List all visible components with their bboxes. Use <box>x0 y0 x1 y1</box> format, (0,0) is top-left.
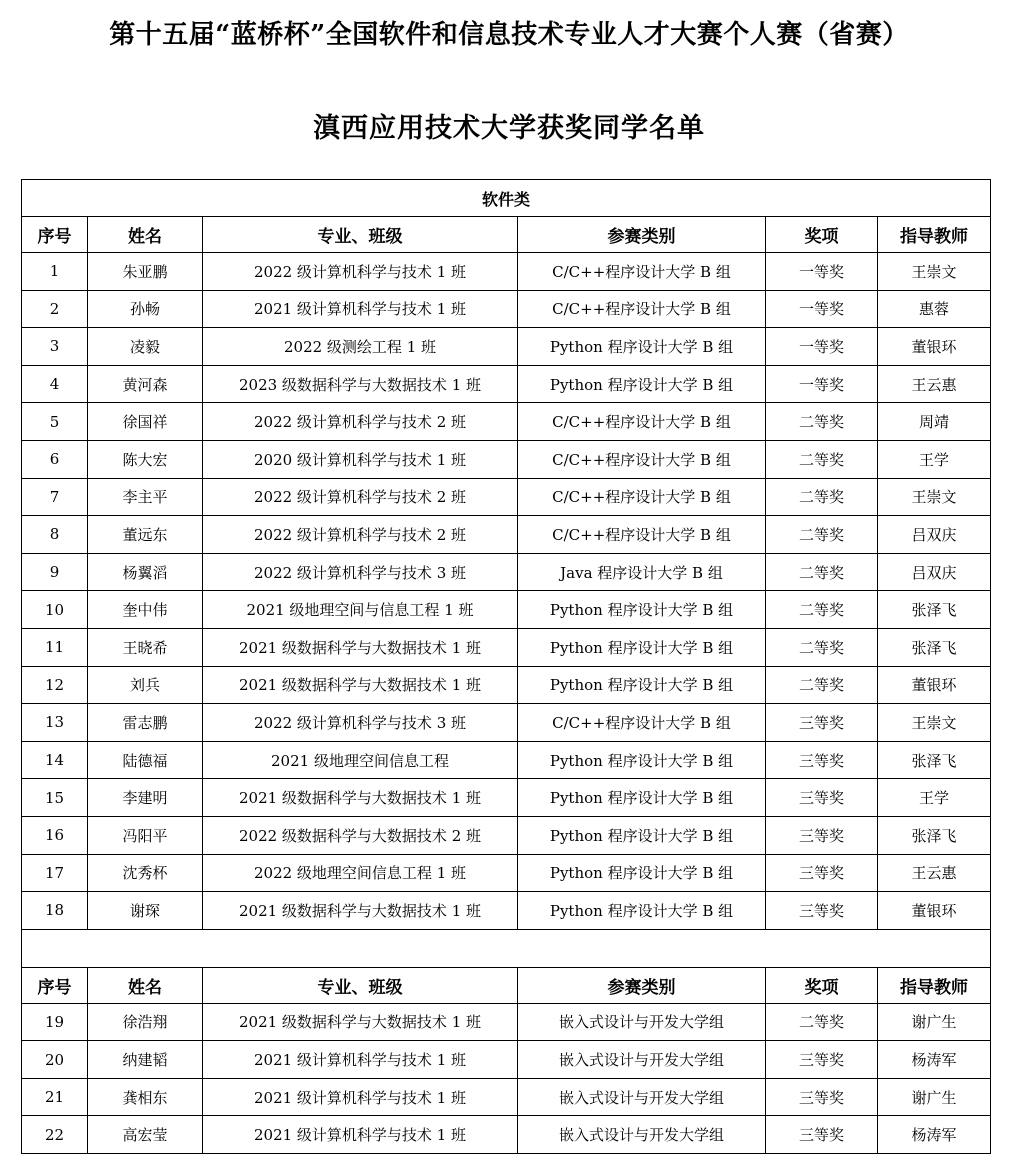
cell-award: 三等奖 <box>766 1116 878 1154</box>
cell-category: Python 程序设计大学 B 组 <box>518 741 766 779</box>
cell-name: 孙畅 <box>88 290 203 328</box>
cell-category: 嵌入式设计与开发大学组 <box>518 1078 766 1116</box>
cell-class: 2022 级计算机科学与技术 3 班 <box>203 553 518 591</box>
cell-name: 徐浩翔 <box>88 1003 203 1041</box>
cell-teacher: 张泽飞 <box>878 816 991 854</box>
cell-name: 董远东 <box>88 516 203 554</box>
table-row <box>22 516 991 554</box>
cell-class: 2021 级数据科学与大数据技术 1 班 <box>203 892 518 930</box>
cell-no: 13 <box>22 704 88 742</box>
column-header-teacher: 指导教师 <box>878 967 991 1003</box>
cell-class: 2021 级地理空间与信息工程 1 班 <box>203 591 518 629</box>
cell-category: C/C++程序设计大学 B 组 <box>518 478 766 516</box>
table-row <box>22 365 991 403</box>
cell-award: 二等奖 <box>766 666 878 704</box>
cell-class: 2021 级计算机科学与技术 1 班 <box>203 290 518 328</box>
column-header-category: 参赛类别 <box>518 967 766 1003</box>
cell-no: 21 <box>22 1078 88 1116</box>
cell-teacher: 张泽飞 <box>878 591 991 629</box>
column-header-award: 奖项 <box>766 967 878 1003</box>
column-header-award: 奖项 <box>766 217 878 253</box>
cell-class: 2020 级计算机科学与技术 1 班 <box>203 440 518 478</box>
cell-teacher: 张泽飞 <box>878 628 991 666</box>
table-row <box>22 854 991 892</box>
cell-award: 三等奖 <box>766 1078 878 1116</box>
cell-class: 2023 级数据科学与大数据技术 1 班 <box>203 365 518 403</box>
cell-name: 李建明 <box>88 779 203 817</box>
cell-award: 一等奖 <box>766 365 878 403</box>
cell-award: 二等奖 <box>766 478 878 516</box>
cell-teacher: 董银环 <box>878 328 991 366</box>
table-row <box>22 478 991 516</box>
cell-teacher: 王云惠 <box>878 365 991 403</box>
cell-no: 9 <box>22 553 88 591</box>
cell-no: 12 <box>22 666 88 704</box>
cell-name: 雷志鹏 <box>88 704 203 742</box>
table-row <box>22 290 991 328</box>
cell-name: 陆德福 <box>88 741 203 779</box>
cell-category: Python 程序设计大学 B 组 <box>518 591 766 629</box>
cell-class: 2022 级计算机科学与技术 2 班 <box>203 516 518 554</box>
column-header-no: 序号 <box>22 217 88 253</box>
cell-award: 二等奖 <box>766 591 878 629</box>
cell-no: 10 <box>22 591 88 629</box>
cell-no: 5 <box>22 403 88 441</box>
cell-name: 陈大宏 <box>88 440 203 478</box>
table-row <box>22 440 991 478</box>
table-row <box>22 1003 991 1041</box>
cell-teacher: 王崇文 <box>878 253 991 291</box>
cell-name: 杨翼滔 <box>88 553 203 591</box>
table-row <box>22 704 991 742</box>
column-header-name: 姓名 <box>88 217 203 253</box>
table-row <box>22 741 991 779</box>
cell-teacher: 董银环 <box>878 892 991 930</box>
cell-category: Python 程序设计大学 B 组 <box>518 628 766 666</box>
cell-category: C/C++程序设计大学 B 组 <box>518 704 766 742</box>
cell-class: 2022 级计算机科学与技术 2 班 <box>203 403 518 441</box>
cell-teacher: 周靖 <box>878 403 991 441</box>
cell-award: 一等奖 <box>766 290 878 328</box>
cell-class: 2021 级数据科学与大数据技术 1 班 <box>203 779 518 817</box>
cell-name: 奎中伟 <box>88 591 203 629</box>
section-row <box>22 180 991 217</box>
cell-no: 1 <box>22 253 88 291</box>
table-header-row-2 <box>22 967 991 1003</box>
table-row <box>22 779 991 817</box>
column-header-category: 参赛类别 <box>518 217 766 253</box>
cell-teacher: 惠蓉 <box>878 290 991 328</box>
cell-name: 李主平 <box>88 478 203 516</box>
cell-award: 二等奖 <box>766 403 878 441</box>
table-row <box>22 253 991 291</box>
table-row <box>22 1116 991 1154</box>
cell-category: C/C++程序设计大学 B 组 <box>518 253 766 291</box>
cell-award: 一等奖 <box>766 253 878 291</box>
cell-class: 2022 级测绘工程 1 班 <box>203 328 518 366</box>
cell-no: 16 <box>22 816 88 854</box>
cell-award: 三等奖 <box>766 854 878 892</box>
cell-category: Python 程序设计大学 B 组 <box>518 666 766 704</box>
table-row <box>22 403 991 441</box>
cell-no: 19 <box>22 1003 88 1041</box>
cell-teacher: 张泽飞 <box>878 741 991 779</box>
cell-teacher: 谢广生 <box>878 1003 991 1041</box>
cell-category: Python 程序设计大学 B 组 <box>518 854 766 892</box>
table-row <box>22 816 991 854</box>
cell-name: 刘兵 <box>88 666 203 704</box>
table-row <box>22 628 991 666</box>
cell-no: 7 <box>22 478 88 516</box>
cell-class: 2021 级地理空间信息工程 <box>203 741 518 779</box>
cell-category: C/C++程序设计大学 B 组 <box>518 516 766 554</box>
table-row <box>22 1078 991 1116</box>
cell-name: 冯阳平 <box>88 816 203 854</box>
cell-class: 2021 级数据科学与大数据技术 1 班 <box>203 1003 518 1041</box>
cell-class: 2022 级计算机科学与技术 3 班 <box>203 704 518 742</box>
cell-no: 20 <box>22 1041 88 1079</box>
cell-no: 2 <box>22 290 88 328</box>
cell-name: 黄河森 <box>88 365 203 403</box>
cell-class: 2022 级计算机科学与技术 2 班 <box>203 478 518 516</box>
cell-no: 11 <box>22 628 88 666</box>
cell-no: 6 <box>22 440 88 478</box>
column-header-teacher: 指导教师 <box>878 217 991 253</box>
table-row <box>22 328 991 366</box>
cell-teacher: 王崇文 <box>878 704 991 742</box>
cell-award: 三等奖 <box>766 704 878 742</box>
cell-teacher: 吕双庆 <box>878 553 991 591</box>
cell-name: 王晓希 <box>88 628 203 666</box>
cell-class: 2022 级地理空间信息工程 1 班 <box>203 854 518 892</box>
cell-category: 嵌入式设计与开发大学组 <box>518 1116 766 1154</box>
cell-class: 2021 级计算机科学与技术 1 班 <box>203 1041 518 1079</box>
cell-no: 18 <box>22 892 88 930</box>
cell-name: 高宏莹 <box>88 1116 203 1154</box>
cell-name: 朱亚鹏 <box>88 253 203 291</box>
cell-teacher: 吕双庆 <box>878 516 991 554</box>
cell-award: 二等奖 <box>766 628 878 666</box>
column-header-no: 序号 <box>22 967 88 1003</box>
cell-class: 2021 级计算机科学与技术 1 班 <box>203 1078 518 1116</box>
cell-category: 嵌入式设计与开发大学组 <box>518 1003 766 1041</box>
cell-name: 凌毅 <box>88 328 203 366</box>
cell-teacher: 王学 <box>878 440 991 478</box>
cell-no: 14 <box>22 741 88 779</box>
cell-award: 三等奖 <box>766 816 878 854</box>
table-row <box>22 1041 991 1079</box>
document-title: 第十五届“蓝桥杯”全国软件和信息技术专业人才大赛个人赛（省赛） <box>109 20 909 50</box>
award-table-body <box>22 180 991 1154</box>
cell-no: 4 <box>22 365 88 403</box>
table-row <box>22 666 991 704</box>
cell-teacher: 王学 <box>878 779 991 817</box>
cell-teacher: 杨涛军 <box>878 1041 991 1079</box>
column-header-name: 姓名 <box>88 967 203 1003</box>
award-table <box>21 179 991 1154</box>
cell-category: Python 程序设计大学 B 组 <box>518 779 766 817</box>
cell-category: C/C++程序设计大学 B 组 <box>518 403 766 441</box>
document-subtitle: 滇西应用技术大学获奖同学名单 <box>313 113 705 144</box>
cell-category: 嵌入式设计与开发大学组 <box>518 1041 766 1079</box>
blank-separator-row <box>22 929 991 967</box>
cell-award: 三等奖 <box>766 741 878 779</box>
cell-no: 22 <box>22 1116 88 1154</box>
column-header-class: 专业、班级 <box>203 217 518 253</box>
cell-name: 谢琛 <box>88 892 203 930</box>
cell-award: 二等奖 <box>766 516 878 554</box>
cell-award: 二等奖 <box>766 553 878 591</box>
table-row <box>22 892 991 930</box>
cell-class: 2022 级数据科学与大数据技术 2 班 <box>203 816 518 854</box>
cell-category: Python 程序设计大学 B 组 <box>518 365 766 403</box>
table-row <box>22 591 991 629</box>
cell-no: 3 <box>22 328 88 366</box>
cell-class: 2021 级数据科学与大数据技术 1 班 <box>203 666 518 704</box>
cell-teacher: 董银环 <box>878 666 991 704</box>
cell-class: 2021 级数据科学与大数据技术 1 班 <box>203 628 518 666</box>
cell-award: 二等奖 <box>766 1003 878 1041</box>
cell-name: 龚相东 <box>88 1078 203 1116</box>
cell-award: 一等奖 <box>766 328 878 366</box>
cell-class: 2021 级计算机科学与技术 1 班 <box>203 1116 518 1154</box>
cell-teacher: 谢广生 <box>878 1078 991 1116</box>
cell-no: 17 <box>22 854 88 892</box>
blank-separator-cell <box>22 929 991 967</box>
cell-name: 沈秀杯 <box>88 854 203 892</box>
cell-category: C/C++程序设计大学 B 组 <box>518 290 766 328</box>
cell-category: Java 程序设计大学 B 组 <box>518 553 766 591</box>
cell-teacher: 王云惠 <box>878 854 991 892</box>
cell-award: 三等奖 <box>766 779 878 817</box>
cell-award: 二等奖 <box>766 440 878 478</box>
cell-teacher: 王崇文 <box>878 478 991 516</box>
column-header-class: 专业、班级 <box>203 967 518 1003</box>
cell-category: Python 程序设计大学 B 组 <box>518 892 766 930</box>
cell-no: 8 <box>22 516 88 554</box>
cell-category: C/C++程序设计大学 B 组 <box>518 440 766 478</box>
table-header-row <box>22 217 991 253</box>
cell-category: Python 程序设计大学 B 组 <box>518 328 766 366</box>
table-row <box>22 553 991 591</box>
cell-name: 纳建韬 <box>88 1041 203 1079</box>
cell-teacher: 杨涛军 <box>878 1116 991 1154</box>
cell-class: 2022 级计算机科学与技术 1 班 <box>203 253 518 291</box>
section-label: 软件类 <box>22 180 991 217</box>
cell-name: 徐国祥 <box>88 403 203 441</box>
cell-no: 15 <box>22 779 88 817</box>
cell-award: 三等奖 <box>766 892 878 930</box>
cell-category: Python 程序设计大学 B 组 <box>518 816 766 854</box>
cell-award: 三等奖 <box>766 1041 878 1079</box>
